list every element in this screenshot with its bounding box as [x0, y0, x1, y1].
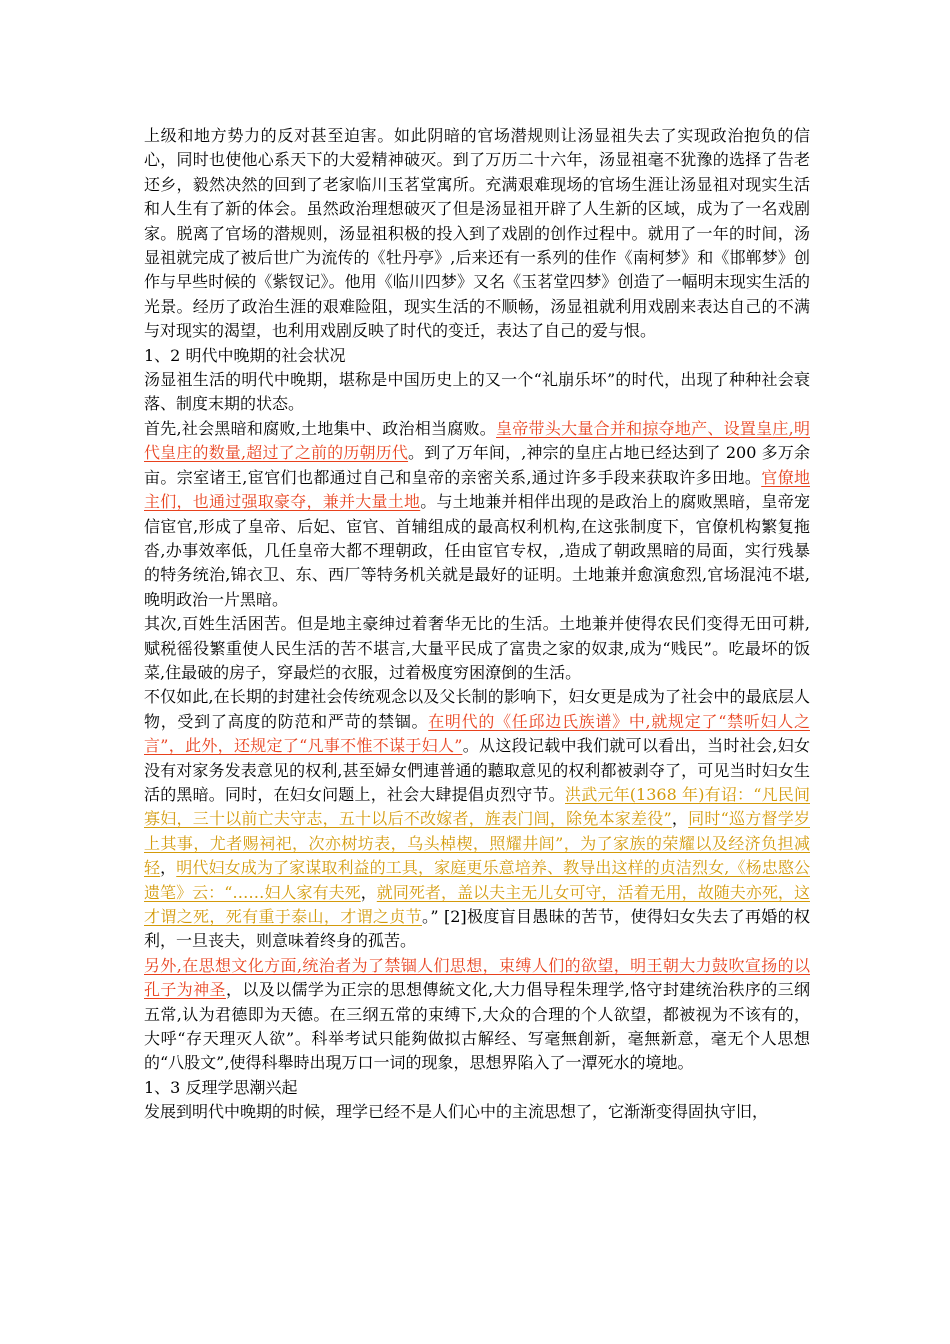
highlighted-quote: 就同死者，盖以夫主无儿女可守，活着无用，故随夫亦死，这才谓之死，死有重于泰山，才谓之贞节	[144, 882, 810, 926]
paragraph-women-status	[144, 685, 810, 953]
paragraph-land-corruption	[144, 417, 810, 612]
text-run: 。从这段记载中我们就可以看出，当时社会,妇女没有对家务发表意见的权利,甚至婦女們連普通的聽取意见的权利都被剥夺了，可见当时妇女生活的黑暗。同时，在妇女问题上，社会大肆提倡贞烈守节。	[144, 736, 810, 804]
highlighted-text: 另外,在思想文化方面,统治者为了禁锢人们思想，束缚人们的欲望，明王朝大力鼓吹宣扬的以孔子为神圣	[144, 955, 810, 1000]
highlighted-text: 皇帝带头大量合并和掠夺地产、设置皇庄,明代皇庄的数量,超过了之前的历朝历代	[144, 418, 810, 463]
highlighted-quote: 明代妇女成为了家谋取利益的工具，家庭更乐意培养、教导出这样的贞洁烈女,《杨忠愍公遗笔》云：“……妇人家有夫死	[144, 858, 810, 902]
text-run: ，	[360, 882, 377, 902]
text-run: ，	[160, 858, 177, 878]
text-run: 首先,社会黑暗和腐败,土地集中、政治相当腐败。	[144, 418, 497, 438]
highlighted-text: 在明代的《任邱边氏族谱》中,就规定了“禁听妇人之言”，此外，还规定了“凡事不惟不谋于妇人”	[144, 711, 810, 756]
paragraph-people-hardship: 其次,百姓生活困苦。但是地主豪绅过着奢华无比的生活。土地兼并使得农民们变得无田可耕,赋税徭役繁重使人民生活的苦不堪言,大量平民成了富贵之家的奴隶,成为“贱民”。吃最坏的饭菜,住最破的房子，穿最烂的衣服，过着极度穷困潦倒的生活。	[144, 614, 810, 682]
highlighted-quote: 同时“巡方督学岁上其事，尤者赐祠祀，次亦树坊表，乌头棹楔，照耀井闾”，为了家族的荣耀以及经济负担减轻	[144, 809, 810, 878]
highlighted-text: 官僚地主们，也通过强取豪夺，兼并大量土地	[144, 467, 810, 512]
text-run: 。与土地兼并相伴出现的是政治上的腐败黑暗，皇帝宠信宦官,形成了皇帝、后妃、宦官、首辅组成的最高权利机构,在这张制度下，官僚机构繁复拖沓,办事效率低，几任皇帝大都不理朝政，任由宦官专权，,造成了朝政黑暗的局面，实行残暴的特务统治,锦衣卫、东、西厂等特务机关就是最好的证明。土地兼并愈演愈烈,官场混沌不堪,晚明政治一片黑暗。	[144, 492, 810, 609]
paragraph-thought-control	[144, 954, 810, 1076]
text-run: 不仅如此,在长期的封建社会传统观念以及父长制的影响下，妇女更是成为了社会中的最底层人物，受到了高度的防范和严苛的禁锢。	[144, 687, 810, 731]
section-heading-1-3: 1、3 反理学思潮兴起	[144, 1077, 298, 1097]
text-run: ，	[671, 809, 689, 829]
paragraph-anti-neo-confucianism: 发展到明代中晚期的时候，理学已经不是人们心中的主流思想了，它渐渐变得固执守旧，	[144, 1102, 769, 1122]
text-run: 。到了万年间，,神宗的皇庄占地已经达到了 200 多万余亩。宗室诸王,宦官们也都通过自己和皇帝的亲密关系,通过许多手段来获取许多田地。	[144, 443, 810, 487]
section-heading-1-2: 1、2 明代中晚期的社会状况	[144, 345, 346, 365]
document-page	[144, 124, 810, 1125]
highlighted-quote: 洪武元年(1368 年)有诏：“凡民间寡妇，三十以前亡夫守志，五十以后不改嫁者，旌表门闾，除免本家差役”	[144, 784, 810, 829]
text-run: ，以及以儒学为正宗的思想傳統文化,大力倡导程朱理学,恪守封建统治秩序的三纲五常,认为君德即为天德。在三纲五常的束缚下,大众的合理的个人欲望，都被视为不该有的，大呼“存天理灭人欲”。科举考试只能夠做拟古解经、写毫無創新，毫無新意，毫无个人思想的“八股文”,使得科舉時出現万口一词的现象，思想界陷入了一潭死水的境地。	[144, 980, 810, 1073]
paragraph-ming-era-intro: 汤显祖生活的明代中晚期，堪称是中国历史上的又一个“礼崩乐坏”的时代，出现了种种社会衰落、制度末期的状态。	[144, 370, 810, 414]
paragraph-tang-xianzu-career: 上级和地方势力的反对甚至迫害。如此阴暗的官场潜规则让汤显祖失去了实现政治抱负的信心，同时也使他心系天下的大爱精神破灭。到了万历二十六年，汤显祖毫不犹豫的选择了告老还乡，毅然决然的回到了老家临川玉茗堂寓所。充满艰难现场的官场生涯让汤显祖对现实生活和人生有了新的体会。虽然政治理想破灭了但是汤显祖开辟了人生新的区域，成为了一名戏剧家。脱离了官场的潜规则，汤显祖积极的投入到了戏剧的创作过程中。就用了一年的时间，汤显祖就完成了被后世广为流传的《牡丹亭》,后来还有一系列的佳作《南柯梦》和《邯郸梦》创作与早些时候的《紫钗记》。他用《临川四梦》又名《玉茗堂四梦》创造了一幅明末现实生活的光景。经历了政治生涯的艰难险阻，现实生活的不顺畅，汤显祖就利用戏剧来表达自己的不满与对现实的渴望，也利用戏剧反映了时代的变迁，表达了自己的爱与恨。	[144, 126, 810, 341]
text-run: 。” [2]极度盲目愚昧的苦节，使得妇女失去了再婚的权利，一旦丧夫，则意味着终身的孤苦。	[144, 907, 810, 951]
